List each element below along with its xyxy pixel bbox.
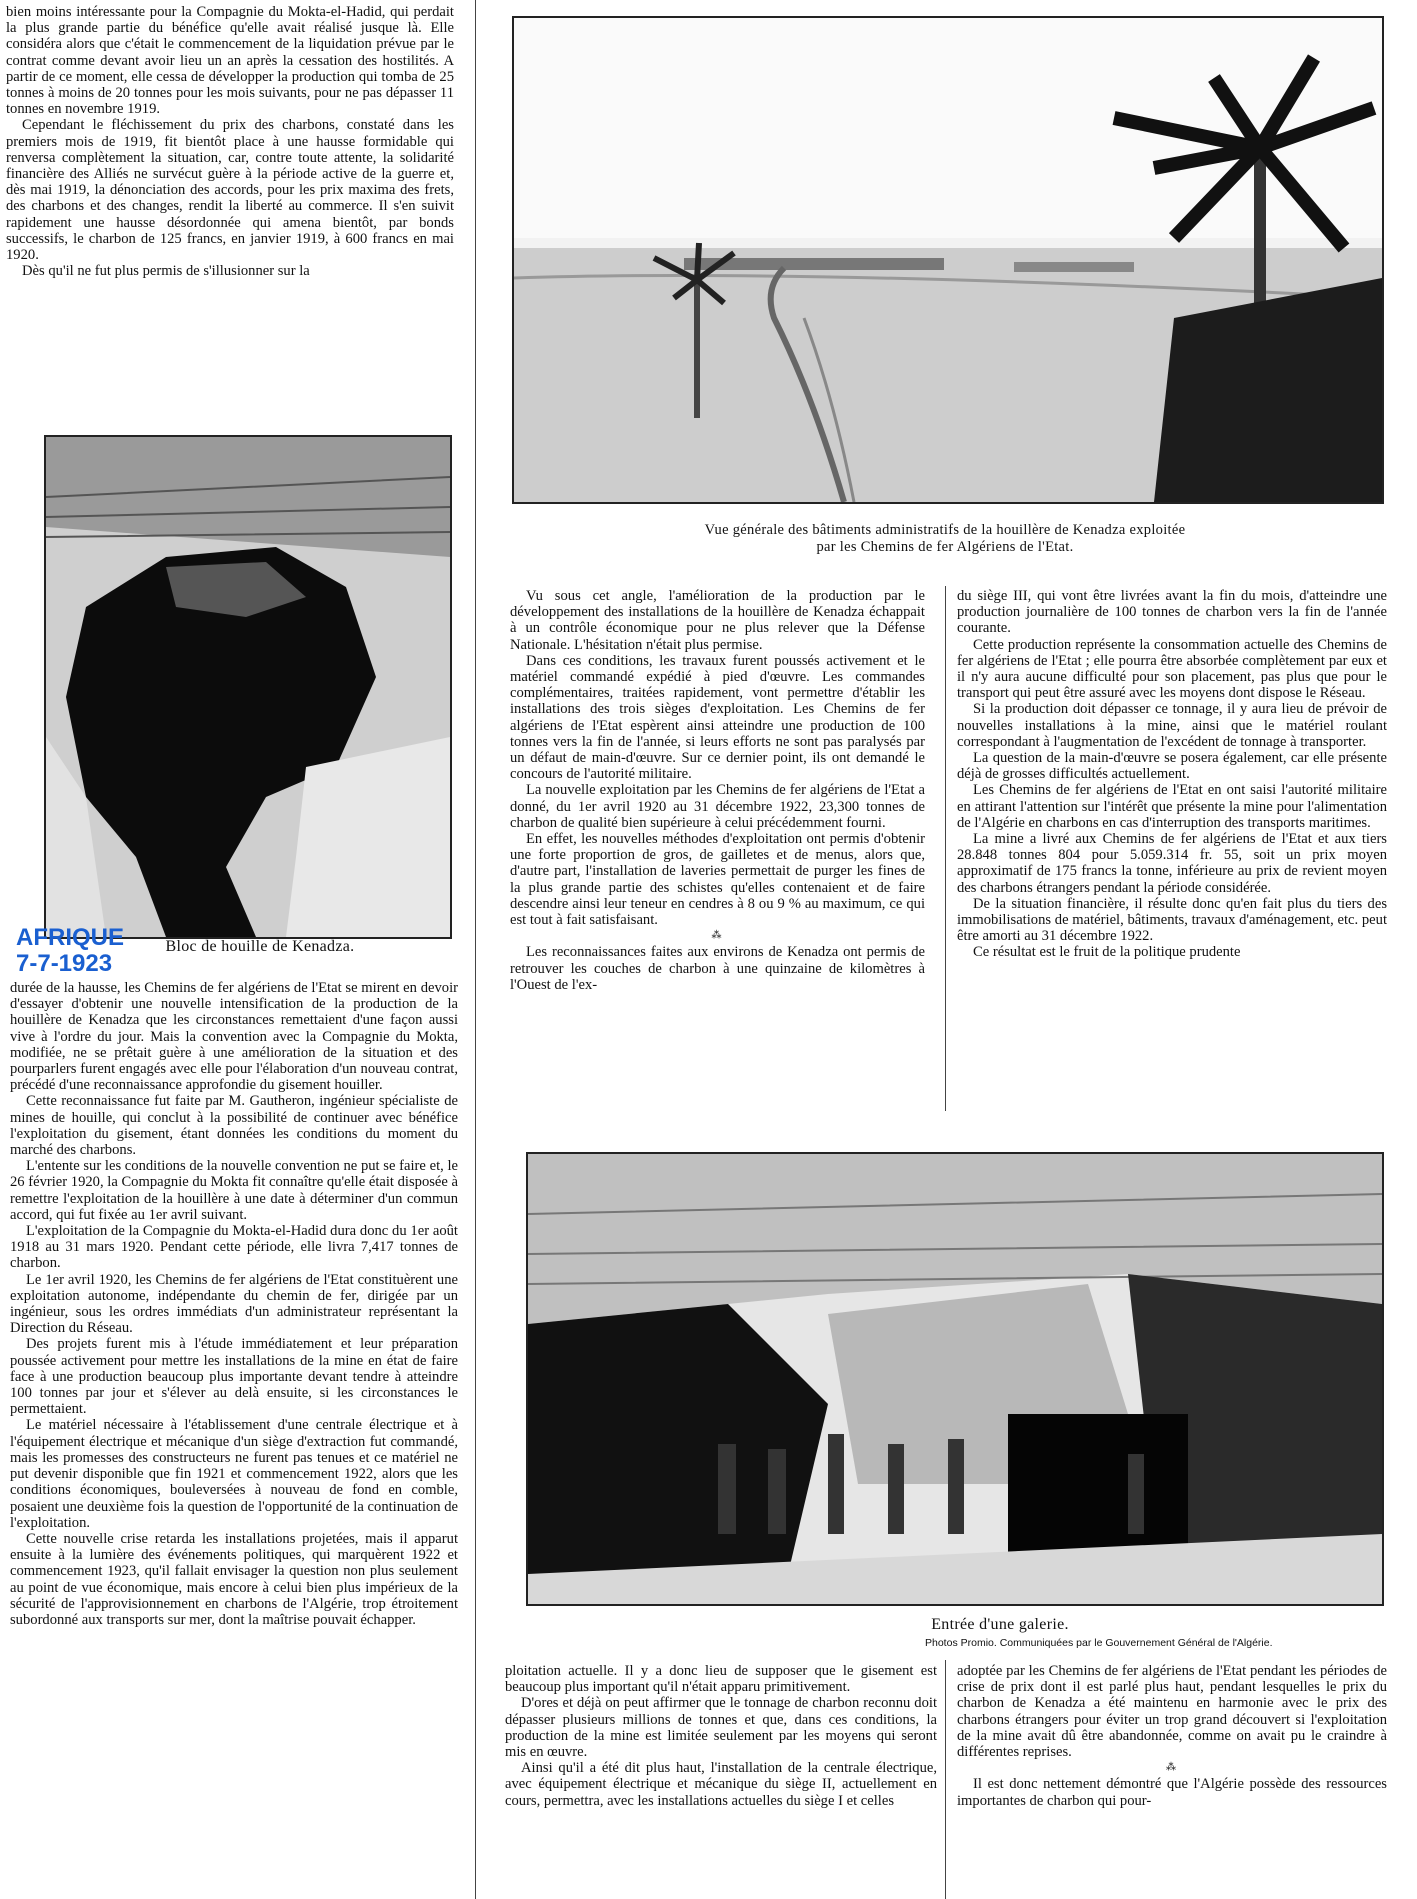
paragraph: En effet, les nouvelles méthodes d'exploitation ont permis d'obtenir une forte proportion de gros, de gailletes et de menus, alors que, d'autre part, l'installation de laveries permettait de purger les fines de la plus grande partie des schistes qu'elles contenaient et de faire descendre ainsi leur teneur en cendres à 8 ou 9 % au maximum, ce qui est tout à fait satisfaisant.: [510, 831, 925, 929]
column-rule: [945, 1660, 946, 1899]
paragraph: Des projets furent mis à l'étude immédiatement et leur préparation poussée activement pour mettre les installations de la mine en état de faire face à une production beaucoup plus importante devant tendre à atteindre 100 tonnes par jour et s'élever au delà ensuite, si les circonstances le permettaient.: [10, 1336, 458, 1418]
paragraph: Cette production représente la consommation actuelle des Chemins de fer algériens de l'Etat ; elle pourra être absorbée complètement par eux et il n'y aura aucune difficulté pour son placement, pas plus que pour le transport qui peut être assuré avec les moyens dont dispose le Réseau.: [957, 636, 1387, 702]
gallery-entrance-image: [528, 1154, 1382, 1604]
paragraph: Ainsi qu'il a été dit plus haut, l'installation de la centrale électrique, avec équipement électrique et mécanique du siège II, actuellement en cours, permettra, avec les installations actuelles du siège I et celles: [505, 1760, 937, 1809]
coal-block-caption: Bloc de houille de Kenadza.: [165, 938, 355, 955]
paragraph: Vu sous cet angle, l'amélioration de la production par le développement des installations de la houillère de Kenadza échappait à un contrôle économique pour ne plus relever que la Défense Nationale. L'hésitation n'était plus permise.: [510, 588, 925, 653]
column-1-top: [6, 4, 454, 279]
coal-block-image: [46, 437, 450, 937]
paragraph: ploitation actuelle. Il y a donc lieu de supposer que le gisement est beaucoup plus important qu'il n'était apparu primitivement.: [505, 1663, 937, 1696]
paragraph: La nouvelle exploitation par les Chemins de fer algériens de l'Etat a donné, du 1er avril 1920 au 31 décembre 1922, 23,300 tonnes de charbon de qualité bien supérieure à celui précédemment fourni.: [510, 782, 925, 831]
paragraph: Dans ces conditions, les travaux furent poussés activement et le matériel commandé expédié à pied d'œuvre. Les commandes complémentaires, traitées rapidement, vont permettre d'établir les installations des trois sièges d'exploitation. Les Chemins de fer algériens de l'Etat espèrent ainsi atteindre une production de 100 tonnes vers la fin de l'année, si leurs efforts ne sont pas paralysés par un défaut de main-d'œuvre. Sur ce dernier point, ils ont demandé le concours de l'autorité militaire.: [510, 652, 925, 783]
paragraph: L'exploitation de la Compagnie du Mokta-el-Hadid dura donc du 1er août 1918 au 31 mars 1920. Pendant cette période, elle livra 7,417 tonnes de charbon.: [10, 1223, 458, 1272]
column-2-middle: [510, 588, 925, 993]
paragraph: Les Chemins de fer algériens de l'Etat en ont saisi l'autorité militaire en attirant l'attention sur l'intérêt que présente la mine pour l'alimentation de l'Algérie en charbons en cas d'interruption des transports maritimes.: [957, 782, 1387, 831]
paragraph: D'ores et déjà on peut affirmer que le tonnage de charbon reconnu doit dépasser plusieurs millions de tonnes et que, dans ces conditions, la production de la mine est limitée seulement par les moyens qui seront mis en œuvre.: [505, 1695, 937, 1761]
general-view-image: [514, 18, 1382, 502]
column-2-bottom: [505, 1663, 937, 1809]
caption-line-2: par les Chemins de fer Algériens de l'Etat.: [816, 539, 1074, 555]
caption-line-1: Vue générale des bâtiments administratifs de la houillère de Kenadza exploitée: [704, 522, 1186, 538]
paragraph: Le 1er avril 1920, les Chemins de fer algériens de l'Etat constituèrent une exploitation autonome, indépendante du chemin de fer, dirigée par un ingénieur, sous les ordres immédiats d'un administrateur représentant la Direction du Réseau.: [10, 1271, 458, 1337]
general-view-photo: [512, 16, 1384, 504]
paragraph: bien moins intéressante pour la Compagnie du Mokta-el-Hadid, qui perdait la plus grande partie du bénéfice qu'elle avait réalisé jusque là. Elle considéra alors que c'était le commencement de la liquidation prévue par le contrat comme devant avoir lieu un an après la cessation des hostilités. A partir de ce moment, elle cessa de développer la production qui tomba de 25 tonnes à moins de 20 tonnes pour les mois suivants, pour ne pas dépasser 11 tonnes en novembre 1919.: [6, 4, 454, 118]
paragraph: Le matériel nécessaire à l'établissement d'une centrale électrique et à l'équipement électrique et mécanique d'un siège d'extraction fut commandé, mais les promesses des constructeurs ne furent pas tenues et ce matériel ne put devenir disponible que fin 1921 et commencement 1922, alors que les conditions économiques, bouleversées à nouveau de fond en comble, posaient une deuxième fois la question de l'opportunité de la continuation de l'exploitation.: [10, 1417, 458, 1531]
paragraph: Il est donc nettement démontré que l'Algérie possède des ressources importantes de charbon qui pour-: [957, 1776, 1387, 1809]
paragraph: Ce résultat est le fruit de la politique prudente: [973, 944, 1241, 961]
paragraph: La question de la main-d'œuvre se posera également, car elle présente déjà de grosses difficultés actuellement.: [957, 750, 1387, 783]
paragraph: Cependant le fléchissement du prix des charbons, constaté dans les premiers mois de 1919, fit bientôt place à une hausse formidable qui renversa complètement la situation, car, contre toute attente, la solidarité financière des Alliés ne survécut guère à la période active de la guerre et, dès mai 1919, la dénonciation des accords, pour les prix maxima des frets, des charbons et des changes, rendit la liberté au commerce. Il s'en suivit rapidement une hausse désordonnée qui amena bientôt, par bonds successifs, le charbon de 125 francs, en janvier 1919, à 600 francs en mai 1920.: [6, 117, 454, 264]
paragraph: Cette reconnaissance fut faite par M. Gautheron, ingénieur spécialiste de mines de houille, qui conclut à la possibilité de continuer avec bénéfice l'exploitation du gisement, étant données les conditions du moment du marché des charbons.: [10, 1093, 458, 1159]
column-3-middle: [957, 588, 1387, 961]
column-rule: [945, 586, 946, 1111]
coal-block-photo: [44, 435, 452, 939]
section-stars: ⁂: [711, 930, 724, 942]
gallery-entrance-photo: [526, 1152, 1384, 1606]
date-stamp: [16, 925, 124, 977]
paragraph: La mine a livré aux Chemins de fer algériens de l'Etat et aux tiers 28.848 tonnes 804 pour 5.059.314 fr. 55, soit un prix moyen approximatif de 175 francs la tonne, inférieure au prix de revient moyen des charbons étrangers pendant la période considérée.: [957, 831, 1387, 896]
paragraph: du siège III, qui vont être livrées avant la fin du mois, d'atteindre une production journalière de 100 tonnes de charbon vers la fin de l'année courante.: [957, 588, 1387, 637]
paragraph: L'entente sur les conditions de la nouvelle convention ne put se faire et, le 26 février 1920, la Compagnie du Mokta fit connaître qu'elle était disposée à remettre l'exploitation de la houillère à une date à déterminer d'un commun accord, qui fut fixée au 1er avril suivant.: [10, 1158, 459, 1223]
gallery-entrance-caption: Entrée d'une galerie.: [931, 1616, 1069, 1633]
photo-credit: Photos Promio. Communiquées par le Gouvernement Général de l'Algérie.: [925, 1637, 1273, 1649]
stamp-line-1: AFRIQUE: [16, 924, 124, 951]
paragraph: Les reconnaissances faites aux environs de Kenadza ont permis de retrouver les couches de charbon à une quinzaine de kilomètres à l'Ouest de l'ex-: [510, 944, 925, 993]
paragraph: Dès qu'il ne fut plus permis de s'illusionner sur la: [22, 263, 310, 280]
section-stars: ⁂: [1166, 1762, 1178, 1774]
paragraph: Cette nouvelle crise retarda les installations projetées, mais il apparut ensuite à la lumière des événements politiques, qui marquèrent 1922 et commencement 1923, qu'il fallait envisager la question non plus seulement au point de vue économique, mais encore à celui bien plus impérieux de la sécurité de l'approvisionnement en charbons de l'Algérie, trop étroitement subordonné aux transports sur mer, dont la maîtrise pouvait échapper.: [10, 1530, 458, 1628]
paragraph: durée de la hausse, les Chemins de fer algériens de l'Etat se mirent en devoir d'essayer d'obtenir une nouvelle intensification de la production de la houillère de Kenadza que les circonstances remettaient d'une façon aussi vive à l'ordre du jour. Mais la convention avec la Compagnie du Mokta, modifiée, ne se prêtait guère à une amélioration de la situation et des pourparlers furent engagés avec elle pour l'élaboration d'un nouveau contrat, précédé d'une reconnaissance approfondie du gisement houiller.: [10, 980, 458, 1094]
column-1-bottom: [10, 980, 458, 1628]
column-rule: [475, 0, 476, 1899]
column-3-bottom: [957, 1663, 1387, 1809]
general-view-caption: [510, 522, 1380, 556]
paragraph: De la situation financière, il résulte donc qu'en fait plus du tiers des immobilisations de matériel, bâtiments, travaux d'aménagement, etc. peut être amorti au 31 décembre 1922.: [957, 895, 1387, 945]
stamp-line-2: 7-7-1923: [16, 950, 113, 977]
paragraph: adoptée par les Chemins de fer algériens de l'Etat pendant les périodes de crise de prix dont il est parlé plus haut, pendant lesquelles le prix du charbon de Kenadza a été maintenu en harmonie avec le prix des charbons étrangers pour éviter un trop grand découvert si l'exploitation de la mine avait dû être abandonnée, comme on avait pu le craindre à différentes reprises.: [957, 1663, 1387, 1761]
paragraph: Si la production doit dépasser ce tonnage, il y aura lieu de prévoir de nouvelles installations à la mine, ainsi que le matériel roulant correspondant à l'augmentation de l'excédent de tonnage à transporter.: [957, 701, 1387, 750]
